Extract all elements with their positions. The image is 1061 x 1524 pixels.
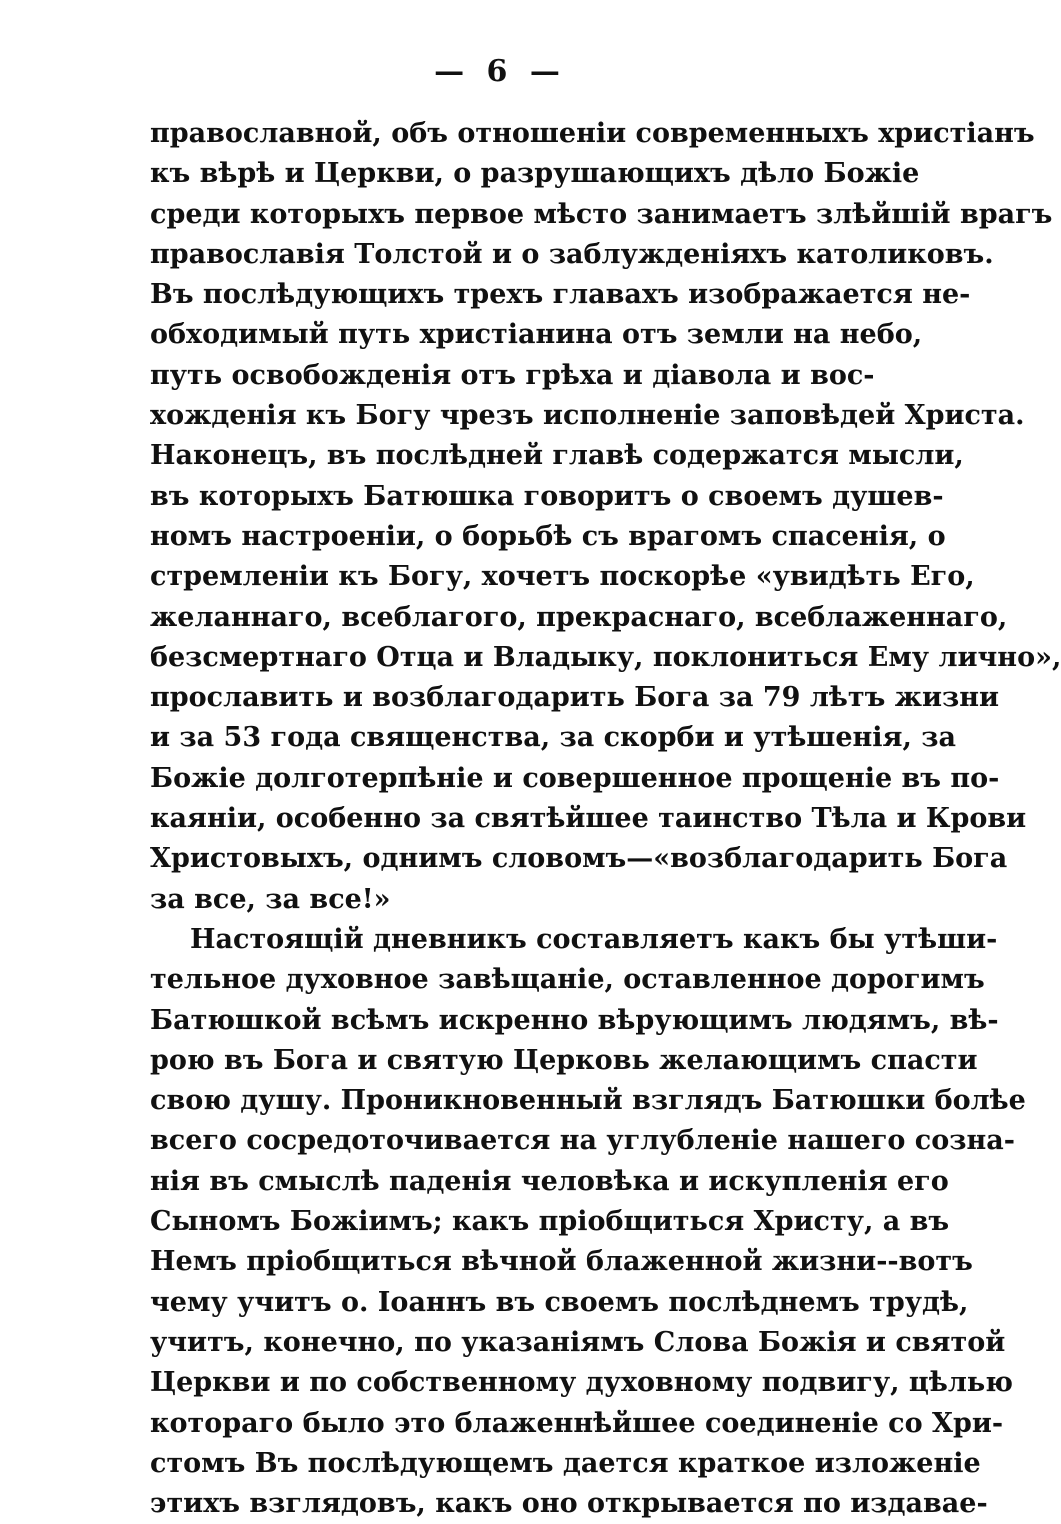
text-line: номъ настроенiи, о борьбѣ съ врагомъ спасенiя, о — [150, 520, 946, 552]
text-line: чему учитъ о. Iоаннъ въ своемъ послѣднемъ трудѣ, — [150, 1286, 969, 1318]
text-line: тельное духовное завѣщанiе, оставленное дорогимъ — [150, 964, 985, 996]
text-line: Немъ прiобщиться вѣчной блаженной жизни--вотъ — [150, 1246, 973, 1278]
text-line: свою душу. Проникновенный взглядъ Батюшки болѣе — [150, 1085, 1026, 1117]
text-line: стомъ Въ послѣдующемъ дается краткое изложенiе — [150, 1447, 981, 1479]
text-line: всего сосредоточивается на углубленiе нашего созна- — [150, 1125, 1015, 1157]
text-line: стремленiи къ Богу, хочетъ поскорѣе «увидѣть Его, — [150, 561, 975, 593]
text-line: къ вѣрѣ и Церкви, о разрушающихъ дѣло Божiе — [150, 158, 920, 190]
text-line: нiя въ смыслѣ паденiя человѣка и искупленiя его — [150, 1165, 949, 1197]
text-line: учитъ, конечно, по указанiямъ Слова Божiя и святой — [150, 1326, 1006, 1358]
text-line: Сыномъ Божiимъ; какъ прiобщиться Христу, а въ — [150, 1206, 950, 1238]
paragraph-start-line: Настоящiй дневникъ составляетъ какъ бы утѣши- — [190, 923, 998, 955]
text-line: прославить и возблагодарить Бога за 79 лѣтъ жизни — [150, 682, 1000, 714]
text-line: среди которыхъ первое мѣсто занимаетъ злѣйшiй врагъ — [150, 198, 1053, 230]
text-line: Церкви и по собственному духовному подвигу, цѣлью — [150, 1367, 1013, 1399]
text-line: въ которыхъ Батюшка говоритъ о своемъ душев- — [150, 480, 944, 512]
text-line: хожденiя къ Богу чрезъ исполненiе заповѣдей Христа. — [150, 400, 1025, 432]
text-line: этихъ взглядовъ, какъ оно открывается по издавае- — [150, 1488, 988, 1520]
text-line: православiя Толстой и о заблужденiяхъ католиковъ. — [150, 238, 994, 270]
text-line: Христовыхъ, однимъ словомъ—«возблагодарить Бога — [150, 843, 1008, 875]
text-line: Въ послѣдующихъ трехъ главахъ изображается не- — [150, 279, 971, 311]
text-line: желаннаго, всеблагого, прекраснаго, всеблаженнаго, — [150, 601, 1008, 633]
paragraph-end-line: за все, за все!» — [150, 883, 391, 915]
text-line: рою въ Бога и святую Церковь желающимъ спасти — [150, 1044, 978, 1076]
text-line: безсмертнаго Отца и Владыку, поклониться Ему лично», — [150, 641, 1061, 673]
text-line: Батюшкой всѣмъ искренно вѣрующимъ людямъ, вѣ- — [150, 1004, 999, 1036]
text-line: каянiи, особенно за святѣйшее таинство Тѣла и Крови — [150, 803, 1027, 835]
text-line: обходимый путь христiанина отъ земли на небо, — [150, 319, 923, 351]
text-line: Наконецъ, въ послѣдней главѣ содержатся мысли, — [150, 440, 964, 472]
text-line: Божiе долготерпѣнiе и совершенное прощенiе въ по- — [150, 762, 1000, 794]
text-line: православной, объ отношенiи современныхъ христiанъ — [150, 118, 1035, 149]
text-line: и за 53 года священства, за скорби и утѣшенiя, за — [150, 722, 956, 754]
text-line: путь освобожденiя отъ грѣха и дiавола и вос- — [150, 359, 875, 391]
body-text — [150, 114, 1061, 1524]
page-number: — 6 — — [434, 54, 566, 89]
text-line: котораго было это блаженнѣйшее соединенiе со Хри- — [150, 1407, 1004, 1439]
